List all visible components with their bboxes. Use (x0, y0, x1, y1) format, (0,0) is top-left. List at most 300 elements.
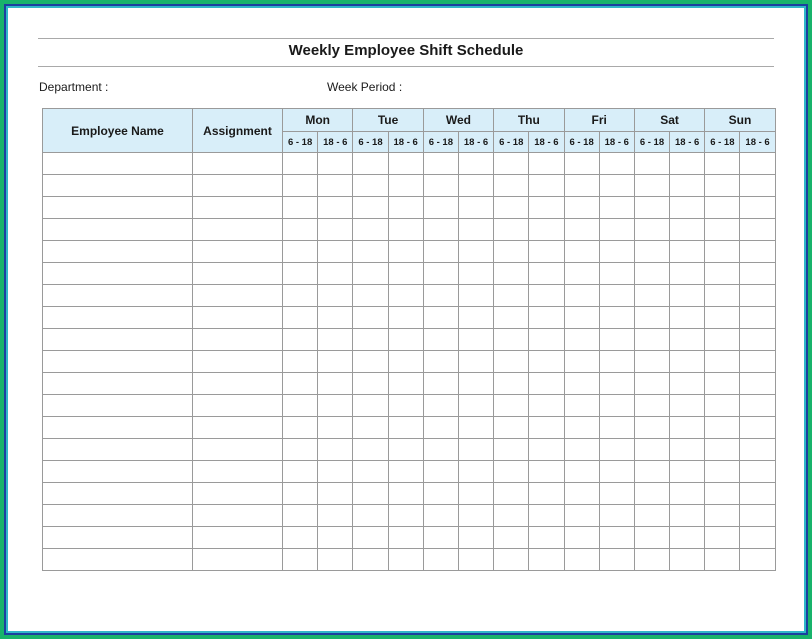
employee-name-cell[interactable] (43, 263, 193, 285)
assignment-cell[interactable] (193, 307, 283, 329)
shift-cell-mon-0[interactable] (283, 351, 318, 373)
shift-cell-mon-0[interactable] (283, 417, 318, 439)
shift-cell-wed-1[interactable] (458, 417, 493, 439)
shift-cell-mon-0[interactable] (283, 505, 318, 527)
shift-cell-mon-0[interactable] (283, 197, 318, 219)
shift-cell-tue-0[interactable] (353, 395, 388, 417)
shift-cell-sat-0[interactable] (634, 219, 669, 241)
assignment-cell[interactable] (193, 329, 283, 351)
assignment-cell[interactable] (193, 175, 283, 197)
shift-cell-fri-1[interactable] (599, 549, 634, 571)
shift-cell-tue-1[interactable] (388, 263, 423, 285)
shift-cell-mon-1[interactable] (318, 241, 353, 263)
shift-cell-mon-1[interactable] (318, 219, 353, 241)
shift-cell-thu-1[interactable] (529, 285, 564, 307)
shift-cell-fri-0[interactable] (564, 439, 599, 461)
shift-cell-sat-0[interactable] (634, 395, 669, 417)
shift-cell-thu-0[interactable] (494, 175, 529, 197)
shift-cell-sun-0[interactable] (705, 307, 740, 329)
shift-cell-wed-0[interactable] (423, 549, 458, 571)
assignment-cell[interactable] (193, 263, 283, 285)
shift-cell-sat-1[interactable] (670, 153, 705, 175)
shift-cell-mon-0[interactable] (283, 483, 318, 505)
shift-cell-sun-1[interactable] (740, 241, 775, 263)
shift-cell-sun-1[interactable] (740, 483, 775, 505)
shift-cell-tue-1[interactable] (388, 549, 423, 571)
shift-cell-sun-0[interactable] (705, 373, 740, 395)
shift-cell-tue-1[interactable] (388, 373, 423, 395)
shift-cell-mon-0[interactable] (283, 285, 318, 307)
employee-name-cell[interactable] (43, 351, 193, 373)
shift-cell-wed-1[interactable] (458, 549, 493, 571)
shift-cell-sat-0[interactable] (634, 439, 669, 461)
shift-cell-thu-1[interactable] (529, 175, 564, 197)
shift-cell-wed-0[interactable] (423, 395, 458, 417)
shift-cell-fri-1[interactable] (599, 373, 634, 395)
shift-cell-fri-1[interactable] (599, 241, 634, 263)
shift-cell-wed-1[interactable] (458, 153, 493, 175)
shift-cell-fri-1[interactable] (599, 461, 634, 483)
shift-cell-mon-1[interactable] (318, 153, 353, 175)
shift-cell-thu-0[interactable] (494, 197, 529, 219)
shift-cell-fri-1[interactable] (599, 351, 634, 373)
shift-cell-sun-0[interactable] (705, 285, 740, 307)
shift-cell-wed-1[interactable] (458, 197, 493, 219)
shift-cell-tue-1[interactable] (388, 395, 423, 417)
shift-cell-fri-1[interactable] (599, 263, 634, 285)
shift-cell-thu-0[interactable] (494, 527, 529, 549)
shift-cell-mon-1[interactable] (318, 351, 353, 373)
shift-cell-tue-0[interactable] (353, 527, 388, 549)
shift-cell-tue-0[interactable] (353, 153, 388, 175)
shift-cell-mon-0[interactable] (283, 307, 318, 329)
shift-cell-wed-0[interactable] (423, 307, 458, 329)
shift-cell-sat-1[interactable] (670, 263, 705, 285)
shift-cell-wed-1[interactable] (458, 439, 493, 461)
shift-cell-sun-0[interactable] (705, 175, 740, 197)
assignment-cell[interactable] (193, 219, 283, 241)
shift-cell-sat-1[interactable] (670, 417, 705, 439)
employee-name-cell[interactable] (43, 417, 193, 439)
shift-cell-fri-1[interactable] (599, 197, 634, 219)
shift-cell-sat-0[interactable] (634, 351, 669, 373)
shift-cell-sun-1[interactable] (740, 351, 775, 373)
shift-cell-sun-0[interactable] (705, 549, 740, 571)
shift-cell-tue-1[interactable] (388, 241, 423, 263)
shift-cell-fri-0[interactable] (564, 549, 599, 571)
shift-cell-thu-0[interactable] (494, 285, 529, 307)
employee-name-cell[interactable] (43, 241, 193, 263)
shift-cell-sun-1[interactable] (740, 395, 775, 417)
shift-cell-mon-0[interactable] (283, 549, 318, 571)
shift-cell-thu-0[interactable] (494, 373, 529, 395)
employee-name-cell[interactable] (43, 395, 193, 417)
shift-cell-mon-1[interactable] (318, 483, 353, 505)
shift-cell-mon-0[interactable] (283, 461, 318, 483)
shift-cell-wed-0[interactable] (423, 483, 458, 505)
shift-cell-fri-0[interactable] (564, 329, 599, 351)
shift-cell-mon-1[interactable] (318, 549, 353, 571)
shift-cell-thu-1[interactable] (529, 461, 564, 483)
shift-cell-wed-0[interactable] (423, 153, 458, 175)
shift-cell-sun-1[interactable] (740, 285, 775, 307)
shift-cell-tue-0[interactable] (353, 219, 388, 241)
shift-cell-sun-1[interactable] (740, 329, 775, 351)
shift-cell-mon-1[interactable] (318, 329, 353, 351)
shift-cell-mon-1[interactable] (318, 505, 353, 527)
assignment-cell[interactable] (193, 153, 283, 175)
shift-cell-wed-0[interactable] (423, 351, 458, 373)
shift-cell-thu-0[interactable] (494, 241, 529, 263)
shift-cell-tue-0[interactable] (353, 175, 388, 197)
shift-cell-thu-0[interactable] (494, 351, 529, 373)
shift-cell-wed-1[interactable] (458, 373, 493, 395)
assignment-cell[interactable] (193, 549, 283, 571)
shift-cell-thu-0[interactable] (494, 329, 529, 351)
shift-cell-tue-0[interactable] (353, 439, 388, 461)
shift-cell-sat-0[interactable] (634, 373, 669, 395)
shift-cell-sun-0[interactable] (705, 417, 740, 439)
shift-cell-fri-1[interactable] (599, 395, 634, 417)
shift-cell-tue-0[interactable] (353, 241, 388, 263)
shift-cell-sun-1[interactable] (740, 505, 775, 527)
shift-cell-sat-0[interactable] (634, 241, 669, 263)
shift-cell-sat-0[interactable] (634, 175, 669, 197)
shift-cell-fri-0[interactable] (564, 395, 599, 417)
shift-cell-sun-0[interactable] (705, 505, 740, 527)
shift-cell-tue-1[interactable] (388, 417, 423, 439)
shift-cell-fri-0[interactable] (564, 197, 599, 219)
assignment-cell[interactable] (193, 197, 283, 219)
shift-cell-sat-0[interactable] (634, 417, 669, 439)
shift-cell-sun-1[interactable] (740, 263, 775, 285)
shift-cell-wed-0[interactable] (423, 329, 458, 351)
shift-cell-tue-0[interactable] (353, 373, 388, 395)
shift-cell-sun-1[interactable] (740, 417, 775, 439)
shift-cell-wed-0[interactable] (423, 241, 458, 263)
shift-cell-wed-1[interactable] (458, 395, 493, 417)
shift-cell-fri-0[interactable] (564, 153, 599, 175)
shift-cell-sat-0[interactable] (634, 505, 669, 527)
shift-cell-fri-1[interactable] (599, 439, 634, 461)
shift-cell-thu-1[interactable] (529, 351, 564, 373)
shift-cell-mon-0[interactable] (283, 219, 318, 241)
employee-name-cell[interactable] (43, 285, 193, 307)
shift-cell-wed-0[interactable] (423, 373, 458, 395)
employee-name-cell[interactable] (43, 197, 193, 219)
shift-cell-wed-1[interactable] (458, 527, 493, 549)
shift-cell-mon-1[interactable] (318, 527, 353, 549)
shift-cell-tue-1[interactable] (388, 439, 423, 461)
shift-cell-sat-1[interactable] (670, 329, 705, 351)
shift-cell-sat-0[interactable] (634, 197, 669, 219)
shift-cell-wed-0[interactable] (423, 461, 458, 483)
shift-cell-fri-1[interactable] (599, 527, 634, 549)
shift-cell-sat-1[interactable] (670, 439, 705, 461)
shift-cell-wed-0[interactable] (423, 439, 458, 461)
shift-cell-mon-0[interactable] (283, 395, 318, 417)
shift-cell-tue-0[interactable] (353, 285, 388, 307)
shift-cell-fri-0[interactable] (564, 241, 599, 263)
shift-cell-wed-0[interactable] (423, 505, 458, 527)
employee-name-cell[interactable] (43, 527, 193, 549)
shift-cell-fri-1[interactable] (599, 307, 634, 329)
shift-cell-tue-1[interactable] (388, 175, 423, 197)
shift-cell-fri-1[interactable] (599, 153, 634, 175)
shift-cell-sat-1[interactable] (670, 483, 705, 505)
shift-cell-sun-1[interactable] (740, 373, 775, 395)
shift-cell-wed-1[interactable] (458, 175, 493, 197)
shift-cell-mon-0[interactable] (283, 373, 318, 395)
shift-cell-fri-1[interactable] (599, 175, 634, 197)
shift-cell-tue-1[interactable] (388, 505, 423, 527)
shift-cell-sat-1[interactable] (670, 373, 705, 395)
shift-cell-mon-1[interactable] (318, 461, 353, 483)
shift-cell-sun-0[interactable] (705, 351, 740, 373)
shift-cell-fri-0[interactable] (564, 307, 599, 329)
shift-cell-wed-1[interactable] (458, 263, 493, 285)
shift-cell-tue-1[interactable] (388, 285, 423, 307)
shift-cell-fri-0[interactable] (564, 263, 599, 285)
shift-cell-mon-1[interactable] (318, 417, 353, 439)
shift-cell-wed-1[interactable] (458, 285, 493, 307)
shift-cell-wed-1[interactable] (458, 351, 493, 373)
shift-cell-sat-1[interactable] (670, 505, 705, 527)
shift-cell-wed-0[interactable] (423, 175, 458, 197)
shift-cell-sun-0[interactable] (705, 197, 740, 219)
shift-cell-sun-0[interactable] (705, 241, 740, 263)
shift-cell-sun-1[interactable] (740, 439, 775, 461)
shift-cell-tue-0[interactable] (353, 197, 388, 219)
shift-cell-thu-1[interactable] (529, 329, 564, 351)
shift-cell-fri-0[interactable] (564, 351, 599, 373)
shift-cell-mon-1[interactable] (318, 263, 353, 285)
shift-cell-thu-0[interactable] (494, 395, 529, 417)
shift-cell-wed-0[interactable] (423, 285, 458, 307)
shift-cell-tue-1[interactable] (388, 307, 423, 329)
shift-cell-sat-0[interactable] (634, 461, 669, 483)
shift-cell-thu-1[interactable] (529, 439, 564, 461)
employee-name-cell[interactable] (43, 549, 193, 571)
shift-cell-fri-1[interactable] (599, 219, 634, 241)
shift-cell-mon-0[interactable] (283, 175, 318, 197)
shift-cell-tue-0[interactable] (353, 263, 388, 285)
shift-cell-sun-0[interactable] (705, 527, 740, 549)
assignment-cell[interactable] (193, 285, 283, 307)
employee-name-cell[interactable] (43, 373, 193, 395)
shift-cell-thu-1[interactable] (529, 417, 564, 439)
shift-cell-mon-1[interactable] (318, 373, 353, 395)
shift-cell-sat-1[interactable] (670, 241, 705, 263)
shift-cell-fri-1[interactable] (599, 505, 634, 527)
shift-cell-thu-0[interactable] (494, 263, 529, 285)
shift-cell-sat-0[interactable] (634, 549, 669, 571)
employee-name-cell[interactable] (43, 175, 193, 197)
employee-name-cell[interactable] (43, 439, 193, 461)
shift-cell-mon-1[interactable] (318, 439, 353, 461)
shift-cell-sun-1[interactable] (740, 307, 775, 329)
shift-cell-tue-0[interactable] (353, 307, 388, 329)
shift-cell-thu-0[interactable] (494, 307, 529, 329)
employee-name-cell[interactable] (43, 483, 193, 505)
shift-cell-tue-0[interactable] (353, 549, 388, 571)
shift-cell-tue-0[interactable] (353, 461, 388, 483)
shift-cell-tue-1[interactable] (388, 483, 423, 505)
shift-cell-thu-1[interactable] (529, 549, 564, 571)
shift-cell-thu-1[interactable] (529, 395, 564, 417)
shift-cell-mon-1[interactable] (318, 307, 353, 329)
shift-cell-sat-0[interactable] (634, 307, 669, 329)
shift-cell-tue-1[interactable] (388, 219, 423, 241)
shift-cell-tue-1[interactable] (388, 527, 423, 549)
employee-name-cell[interactable] (43, 505, 193, 527)
shift-cell-tue-0[interactable] (353, 483, 388, 505)
shift-cell-sun-0[interactable] (705, 395, 740, 417)
shift-cell-thu-0[interactable] (494, 417, 529, 439)
shift-cell-sat-1[interactable] (670, 461, 705, 483)
shift-cell-thu-1[interactable] (529, 483, 564, 505)
shift-cell-sat-0[interactable] (634, 285, 669, 307)
shift-cell-wed-0[interactable] (423, 263, 458, 285)
employee-name-cell[interactable] (43, 219, 193, 241)
shift-cell-thu-0[interactable] (494, 549, 529, 571)
shift-cell-fri-0[interactable] (564, 219, 599, 241)
assignment-cell[interactable] (193, 373, 283, 395)
shift-cell-fri-0[interactable] (564, 527, 599, 549)
shift-cell-thu-1[interactable] (529, 153, 564, 175)
shift-cell-fri-0[interactable] (564, 417, 599, 439)
assignment-cell[interactable] (193, 439, 283, 461)
shift-cell-sat-0[interactable] (634, 527, 669, 549)
shift-cell-mon-1[interactable] (318, 285, 353, 307)
shift-cell-fri-0[interactable] (564, 285, 599, 307)
shift-cell-sun-0[interactable] (705, 439, 740, 461)
shift-cell-sun-0[interactable] (705, 461, 740, 483)
shift-cell-tue-0[interactable] (353, 505, 388, 527)
shift-cell-sun-1[interactable] (740, 153, 775, 175)
shift-cell-wed-1[interactable] (458, 461, 493, 483)
shift-cell-wed-0[interactable] (423, 527, 458, 549)
shift-cell-sat-1[interactable] (670, 395, 705, 417)
shift-cell-fri-0[interactable] (564, 483, 599, 505)
shift-cell-wed-1[interactable] (458, 241, 493, 263)
assignment-cell[interactable] (193, 527, 283, 549)
shift-cell-sun-1[interactable] (740, 175, 775, 197)
shift-cell-sun-0[interactable] (705, 329, 740, 351)
shift-cell-tue-1[interactable] (388, 329, 423, 351)
shift-cell-thu-0[interactable] (494, 153, 529, 175)
shift-cell-fri-1[interactable] (599, 285, 634, 307)
shift-cell-thu-1[interactable] (529, 197, 564, 219)
shift-cell-thu-0[interactable] (494, 461, 529, 483)
shift-cell-mon-1[interactable] (318, 197, 353, 219)
shift-cell-sun-0[interactable] (705, 219, 740, 241)
shift-cell-wed-1[interactable] (458, 307, 493, 329)
shift-cell-sun-1[interactable] (740, 527, 775, 549)
shift-cell-wed-1[interactable] (458, 219, 493, 241)
shift-cell-mon-0[interactable] (283, 263, 318, 285)
shift-cell-tue-1[interactable] (388, 153, 423, 175)
shift-cell-tue-1[interactable] (388, 461, 423, 483)
shift-cell-thu-1[interactable] (529, 527, 564, 549)
employee-name-cell[interactable] (43, 153, 193, 175)
employee-name-cell[interactable] (43, 329, 193, 351)
shift-cell-thu-1[interactable] (529, 219, 564, 241)
shift-cell-sat-1[interactable] (670, 307, 705, 329)
shift-cell-wed-0[interactable] (423, 417, 458, 439)
shift-cell-sat-0[interactable] (634, 329, 669, 351)
shift-cell-tue-0[interactable] (353, 417, 388, 439)
shift-cell-fri-1[interactable] (599, 483, 634, 505)
shift-cell-wed-0[interactable] (423, 197, 458, 219)
shift-cell-wed-0[interactable] (423, 219, 458, 241)
assignment-cell[interactable] (193, 461, 283, 483)
shift-cell-tue-0[interactable] (353, 329, 388, 351)
shift-cell-mon-0[interactable] (283, 153, 318, 175)
shift-cell-sun-1[interactable] (740, 549, 775, 571)
employee-name-cell[interactable] (43, 461, 193, 483)
shift-cell-fri-0[interactable] (564, 373, 599, 395)
shift-cell-sat-1[interactable] (670, 219, 705, 241)
shift-cell-wed-1[interactable] (458, 329, 493, 351)
shift-cell-sat-1[interactable] (670, 527, 705, 549)
shift-cell-thu-1[interactable] (529, 373, 564, 395)
shift-cell-sat-1[interactable] (670, 197, 705, 219)
shift-cell-wed-1[interactable] (458, 505, 493, 527)
shift-cell-wed-1[interactable] (458, 483, 493, 505)
shift-cell-thu-0[interactable] (494, 439, 529, 461)
shift-cell-thu-0[interactable] (494, 505, 529, 527)
shift-cell-tue-1[interactable] (388, 197, 423, 219)
shift-cell-mon-0[interactable] (283, 439, 318, 461)
shift-cell-sun-0[interactable] (705, 153, 740, 175)
shift-cell-fri-1[interactable] (599, 417, 634, 439)
shift-cell-mon-1[interactable] (318, 395, 353, 417)
shift-cell-sun-0[interactable] (705, 483, 740, 505)
shift-cell-fri-0[interactable] (564, 505, 599, 527)
shift-cell-thu-1[interactable] (529, 307, 564, 329)
shift-cell-thu-1[interactable] (529, 505, 564, 527)
shift-cell-fri-0[interactable] (564, 461, 599, 483)
shift-cell-sat-1[interactable] (670, 175, 705, 197)
shift-cell-thu-0[interactable] (494, 483, 529, 505)
shift-cell-fri-0[interactable] (564, 175, 599, 197)
shift-cell-sat-0[interactable] (634, 263, 669, 285)
shift-cell-sun-0[interactable] (705, 263, 740, 285)
shift-cell-sat-1[interactable] (670, 285, 705, 307)
shift-cell-tue-1[interactable] (388, 351, 423, 373)
shift-cell-mon-1[interactable] (318, 175, 353, 197)
assignment-cell[interactable] (193, 351, 283, 373)
shift-cell-sun-1[interactable] (740, 197, 775, 219)
shift-cell-mon-0[interactable] (283, 329, 318, 351)
shift-cell-sat-0[interactable] (634, 483, 669, 505)
employee-name-cell[interactable] (43, 307, 193, 329)
shift-cell-sat-1[interactable] (670, 549, 705, 571)
shift-cell-sat-1[interactable] (670, 351, 705, 373)
assignment-cell[interactable] (193, 395, 283, 417)
shift-cell-sun-1[interactable] (740, 219, 775, 241)
assignment-cell[interactable] (193, 241, 283, 263)
shift-cell-thu-1[interactable] (529, 263, 564, 285)
shift-cell-thu-1[interactable] (529, 241, 564, 263)
shift-cell-tue-0[interactable] (353, 351, 388, 373)
shift-cell-thu-0[interactable] (494, 219, 529, 241)
assignment-cell[interactable] (193, 417, 283, 439)
shift-cell-fri-1[interactable] (599, 329, 634, 351)
assignment-cell[interactable] (193, 505, 283, 527)
shift-cell-mon-0[interactable] (283, 527, 318, 549)
